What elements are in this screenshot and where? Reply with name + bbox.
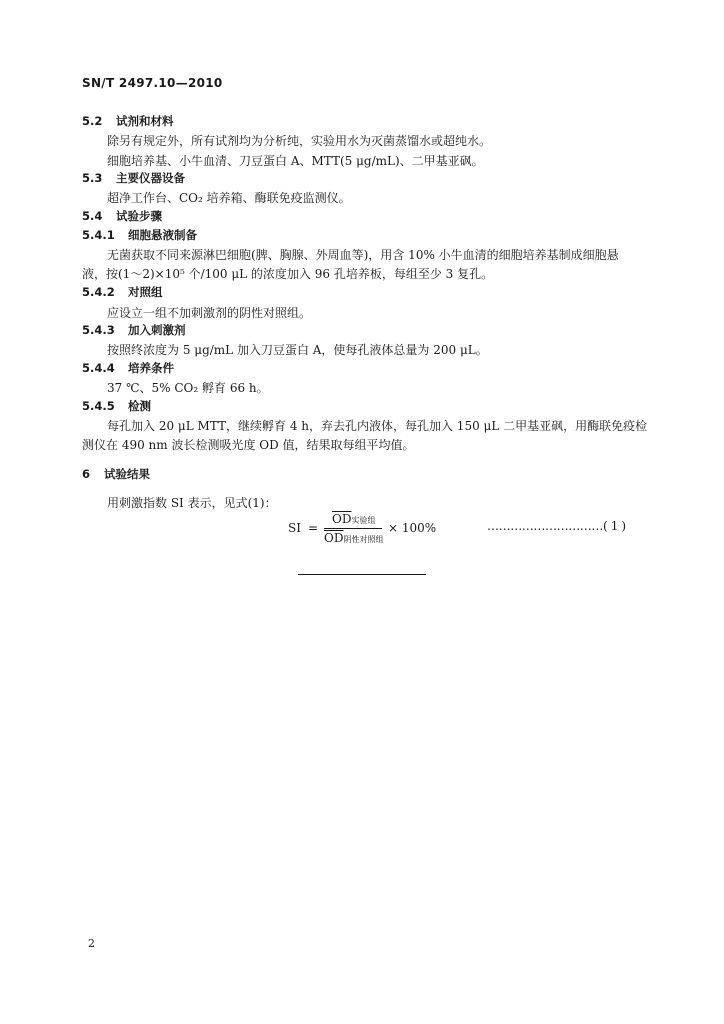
heading-title: 对照组 [128, 285, 163, 299]
heading-title: 加入刺激剂 [128, 323, 186, 337]
heading-number: 5.4.4 [82, 361, 115, 375]
heading-5-4-5 [82, 398, 151, 414]
paragraph-line: 每孔加入 20 μL MTT，继续孵育 4 h，弃去孔内液体，每孔加入 150 μL 二甲基亚砜，用酶联免疫检 [107, 419, 648, 433]
formula-lhs: SI [288, 521, 301, 535]
heading-number: 5.4.3 [82, 323, 115, 337]
formula-denominator: $\overline{OD}$阴性对照组 [324, 531, 384, 545]
heading-5-4-1 [82, 227, 197, 243]
formula-numerator: $\overline{OD}$实验组 [332, 512, 376, 526]
paragraph-line: 用刺激指数 SI 表示，见式(1)： [107, 496, 277, 510]
heading-6 [82, 466, 150, 482]
paragraph-line: 无菌获取不同来源淋巴细胞(脾、胸腺、外周血等)，用含 10% 小牛血清的细胞培养基制成细胞悬 [107, 248, 619, 262]
paragraph-line: 测仪在 490 nm 波长检测吸光度 OD 值，结果取每组平均值。 [82, 438, 415, 452]
formula-si [288, 510, 448, 546]
dot-leader: ………………………… [487, 519, 604, 533]
equation-number-row [487, 519, 626, 533]
fraction-bar [324, 528, 382, 529]
heading-title: 检测 [128, 399, 151, 413]
heading-number: 6 [82, 467, 91, 481]
numerator-subscript: 实验组 [351, 516, 376, 525]
heading-number: 5.4.5 [82, 399, 115, 413]
paragraph-line: 应设立一组不加刺激剂的阴性对照组。 [107, 306, 312, 320]
paragraph-line: 37 ℃、5% CO₂ 孵育 66 h。 [107, 381, 269, 395]
heading-number: 5.4.2 [82, 285, 115, 299]
heading-5-4-3 [82, 322, 186, 338]
heading-title: 试验结果 [104, 467, 150, 481]
doc-header: SN/T 2497.10—2010 [82, 76, 223, 90]
heading-5-3 [82, 170, 185, 186]
heading-5-4-4 [82, 360, 174, 376]
heading-title: 试剂和材料 [116, 114, 174, 128]
end-rule [298, 574, 426, 575]
formula-multiplier: × 100% [388, 521, 437, 535]
page-number: 2 [88, 937, 95, 950]
heading-title: 培养条件 [128, 361, 174, 375]
formula-equals: = [308, 521, 319, 535]
heading-number: 5.3 [82, 171, 103, 185]
heading-number: 5.2 [82, 114, 103, 128]
heading-5-4-2 [82, 284, 163, 300]
heading-title: 细胞悬液制备 [128, 228, 197, 242]
heading-title: 试验步骤 [116, 209, 162, 223]
denominator-subscript: 阴性对照组 [343, 535, 384, 544]
heading-5-2 [82, 113, 174, 129]
heading-5-4 [82, 208, 162, 224]
paragraph-line: 除另有规定外，所有试剂均为分析纯，实验用水为灭菌蒸馏水或超纯水。 [107, 134, 492, 148]
equation-number: ( 1 ) [603, 519, 626, 533]
paragraph-line: 超净工作台、CO₂ 培养箱、酶联免疫监测仪。 [107, 191, 351, 205]
paragraph-line: 细胞培养基、小牛血清、刀豆蛋白 A、MTT(5 μg/mL)、二甲基亚砜。 [107, 154, 484, 168]
heading-number: 5.4.1 [82, 228, 115, 242]
paragraph-line: 按照终浓度为 5 μg/mL 加入刀豆蛋白 A，使每孔液体总量为 200 μL。 [107, 343, 488, 357]
heading-number: 5.4 [82, 209, 103, 223]
heading-title: 主要仪器设备 [116, 171, 185, 185]
paragraph-line: 液，按(1～2)×10⁵ 个/100 μL 的浓度加入 96 孔培养板，每组至少 3 复孔。 [82, 267, 494, 281]
